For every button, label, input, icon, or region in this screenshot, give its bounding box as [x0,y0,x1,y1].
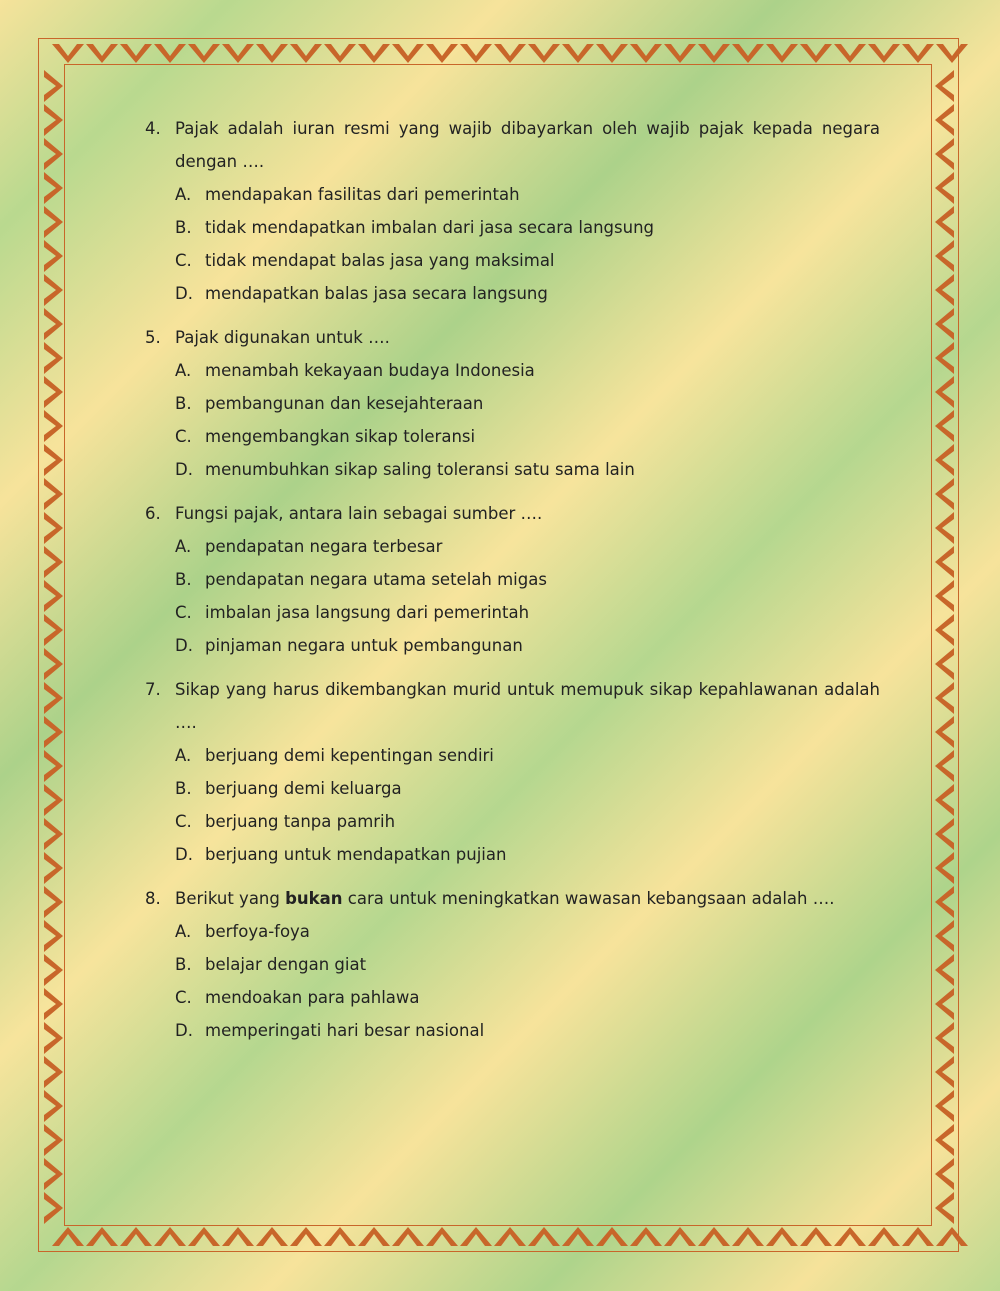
option-d[interactable]: D. memperingati hari besar nasional [175,1021,485,1040]
question-text: Berikut yang bukan cara untuk meningkatkan wawasan kebangsaan adalah …. [175,889,835,908]
question-number: 8. [145,889,161,908]
question-text: Pajak digunakan untuk …. [175,328,390,347]
question-number: 6. [145,504,161,523]
option-d[interactable]: D. berjuang untuk mendapatkan pujian [175,845,507,864]
option-b[interactable]: B. berjuang demi keluarga [175,779,402,798]
emphasis-bukan: bukan [285,889,343,908]
question-text: Sikap yang harus dikembangkan murid untuk memupuk sikap kepahlawanan adalah …. [175,680,880,732]
question-list [145,112,880,1058]
option-b[interactable]: B. tidak mendapatkan imbalan dari jasa secara langsung [175,218,655,237]
question-text: Pajak adalah iuran resmi yang wajib dibayarkan oleh wajib pajak kepada negara dengan …. [175,119,880,171]
option-c[interactable]: C. mendoakan para pahlawa [175,988,420,1007]
option-c[interactable]: C. berjuang tanpa pamrih [175,812,396,831]
option-a[interactable]: A. mendapakan fasilitas dari pemerintah [175,185,520,204]
option-d[interactable]: D. pinjaman negara untuk pembangunan [175,636,523,655]
option-b[interactable]: B. pembangunan dan kesejahteraan [175,394,484,413]
option-b[interactable]: B. pendapatan negara utama setelah migas [175,570,547,589]
question-text: Fungsi pajak, antara lain sebagai sumber …. [175,504,543,523]
question-8 [145,882,880,1047]
question-number: 4. [145,119,161,138]
option-a[interactable]: A. berfoya-foya [175,922,310,941]
option-c[interactable]: C. mengembangkan sikap toleransi [175,427,476,446]
option-c[interactable]: C. tidak mendapat balas jasa yang maksimal [175,251,555,270]
option-d[interactable]: D. mendapatkan balas jasa secara langsung [175,284,548,303]
question-4 [145,112,880,310]
option-a[interactable]: A. menambah kekayaan budaya Indonesia [175,361,535,380]
option-a[interactable]: A. berjuang demi kepentingan sendiri [175,746,494,765]
option-b[interactable]: B. belajar dengan giat [175,955,367,974]
question-number: 7. [145,680,161,699]
question-7 [145,673,880,871]
question-number: 5. [145,328,161,347]
option-a[interactable]: A. pendapatan negara terbesar [175,537,443,556]
question-6 [145,497,880,662]
option-c[interactable]: C. imbalan jasa langsung dari pemerintah [175,603,530,622]
option-d[interactable]: D. menumbuhkan sikap saling toleransi satu sama lain [175,460,635,479]
question-5 [145,321,880,486]
